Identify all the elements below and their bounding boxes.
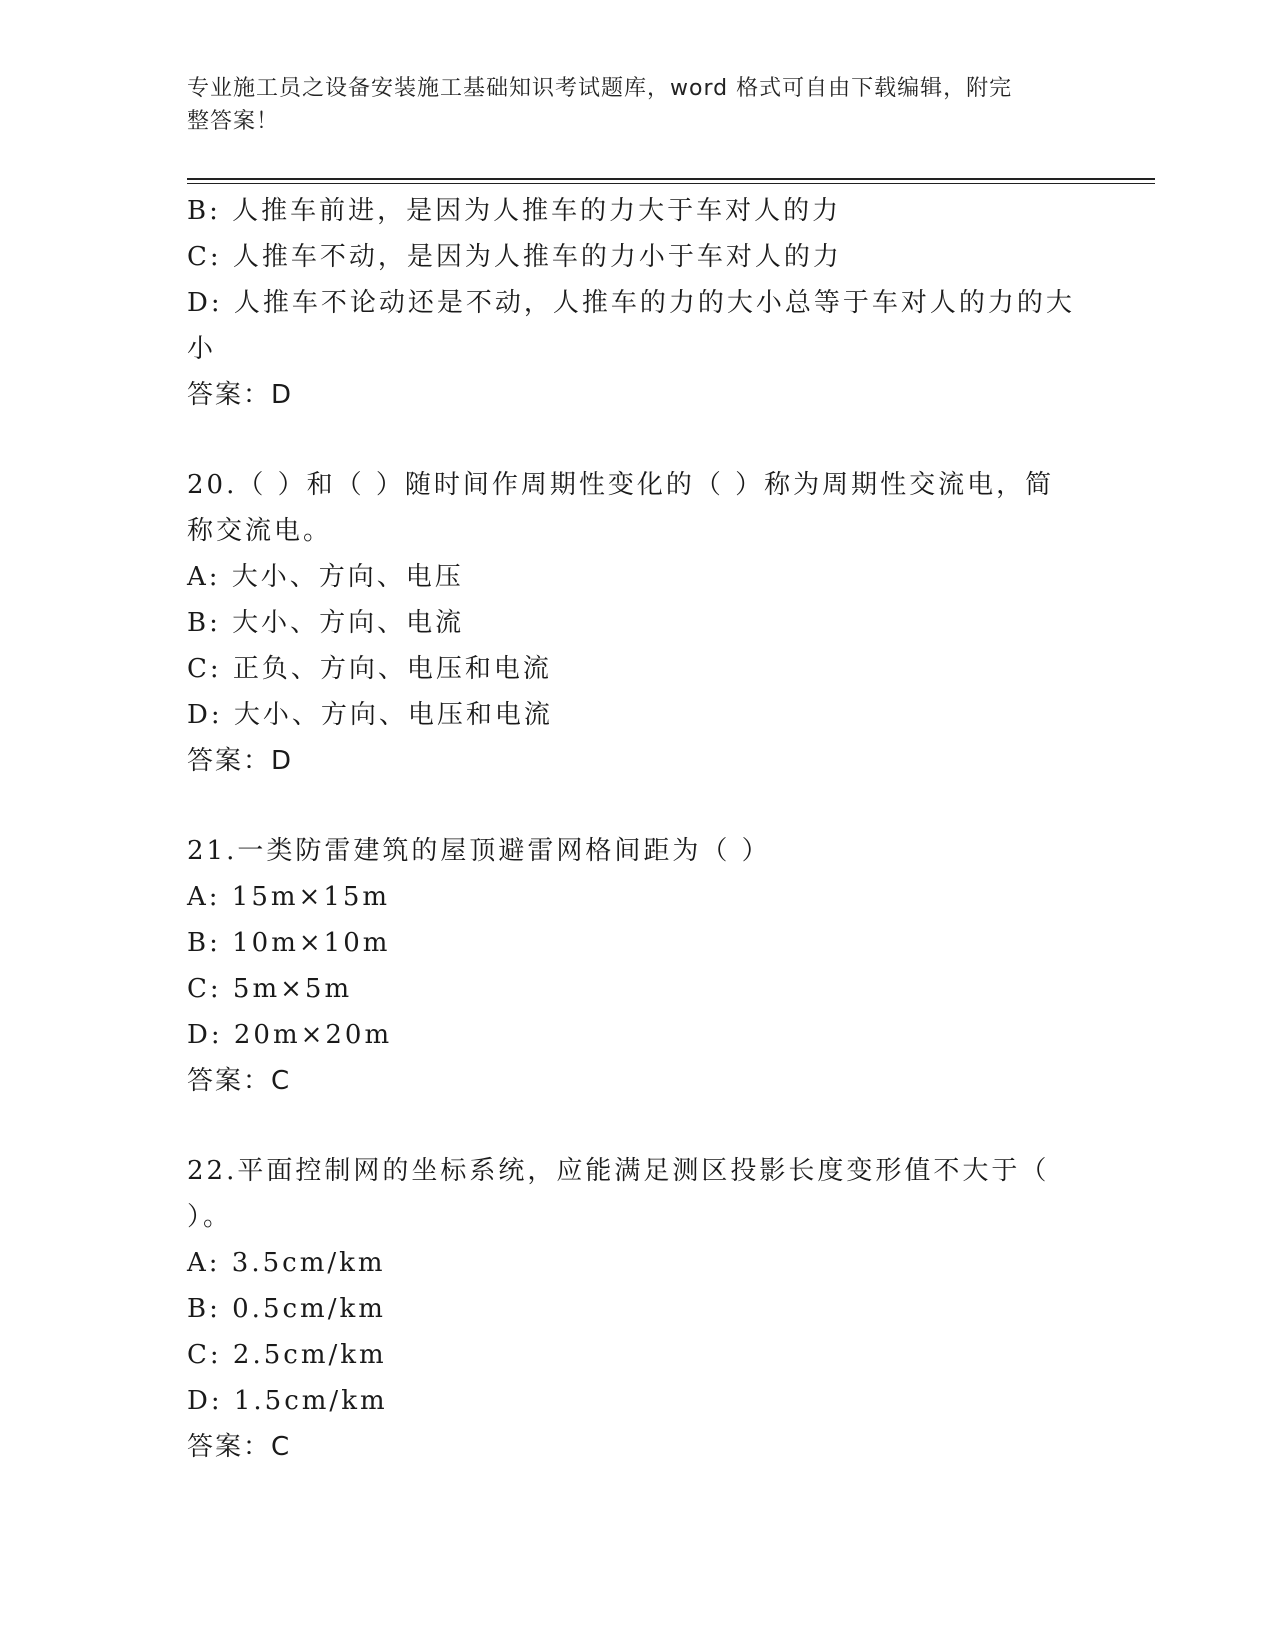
q20-option-b: B: 大小、方向、电流 (187, 608, 465, 638)
q22-option-a: A: 3.5cm/km (187, 1248, 386, 1278)
question-22 (187, 1148, 1077, 1470)
q19-option-b: B: 人推车前进，是因为人推车的力大于车对人的力 (187, 196, 842, 226)
q21-answer: 答案：C (187, 1066, 292, 1096)
q21-option-d: D: 20m×20m (187, 1020, 393, 1050)
q22-option-b: B: 0.5cm/km (187, 1294, 386, 1324)
question-20 (187, 462, 1077, 784)
question-list (187, 188, 1077, 1470)
q20-stem-line-2: 称交流电。 (187, 516, 333, 546)
q21-option-a: A: 15m×15m (187, 882, 391, 912)
q20-stem-line-1: 20.（ ）和（ ）随时间作周期性变化的（ ）称为周期性交流电，简 (187, 470, 1055, 500)
q19-option-d: D: 人推车不论动还是不动，人推车的力的大小总等于车对人的力的大 (187, 288, 1075, 318)
q22-stem-line-2: ）。 (187, 1202, 233, 1232)
q22-answer: 答案：C (187, 1432, 292, 1462)
question-21 (187, 828, 1077, 1104)
q21-option-b: B: 10m×10m (187, 928, 391, 958)
header-line-2: 整答案！ (187, 109, 280, 134)
header-line-1: 专业施工员之设备安装施工基础知识考试题库，word 格式可自由下载编辑，附完 (187, 76, 1013, 101)
q20-option-c: C: 正负、方向、电压和电流 (187, 654, 552, 684)
q20-option-d: D: 大小、方向、电压和电流 (187, 700, 553, 730)
question-19-continuation (187, 188, 1077, 418)
q19-option-c: C: 人推车不动，是因为人推车的力小于车对人的力 (187, 242, 842, 272)
document-header (187, 72, 1067, 138)
header-divider-thick (187, 178, 1155, 180)
q22-option-c: C: 2.5cm/km (187, 1340, 387, 1370)
q19-option-d-wrap: 小 (187, 334, 217, 364)
q19-answer: 答案：D (187, 380, 294, 410)
q21-stem-line-1: 21.一类防雷建筑的屋顶避雷网格间距为（ ） (187, 836, 771, 866)
q22-option-d: D: 1.5cm/km (187, 1386, 388, 1416)
q20-option-a: A: 大小、方向、电压 (187, 562, 464, 592)
header-divider-thin (187, 183, 1155, 184)
q22-stem-line-1: 22.平面控制网的坐标系统，应能满足测区投影长度变形值不大于（ (187, 1156, 1050, 1186)
q20-answer: 答案：D (187, 746, 294, 776)
q21-option-c: C: 5m×5m (187, 974, 353, 1004)
